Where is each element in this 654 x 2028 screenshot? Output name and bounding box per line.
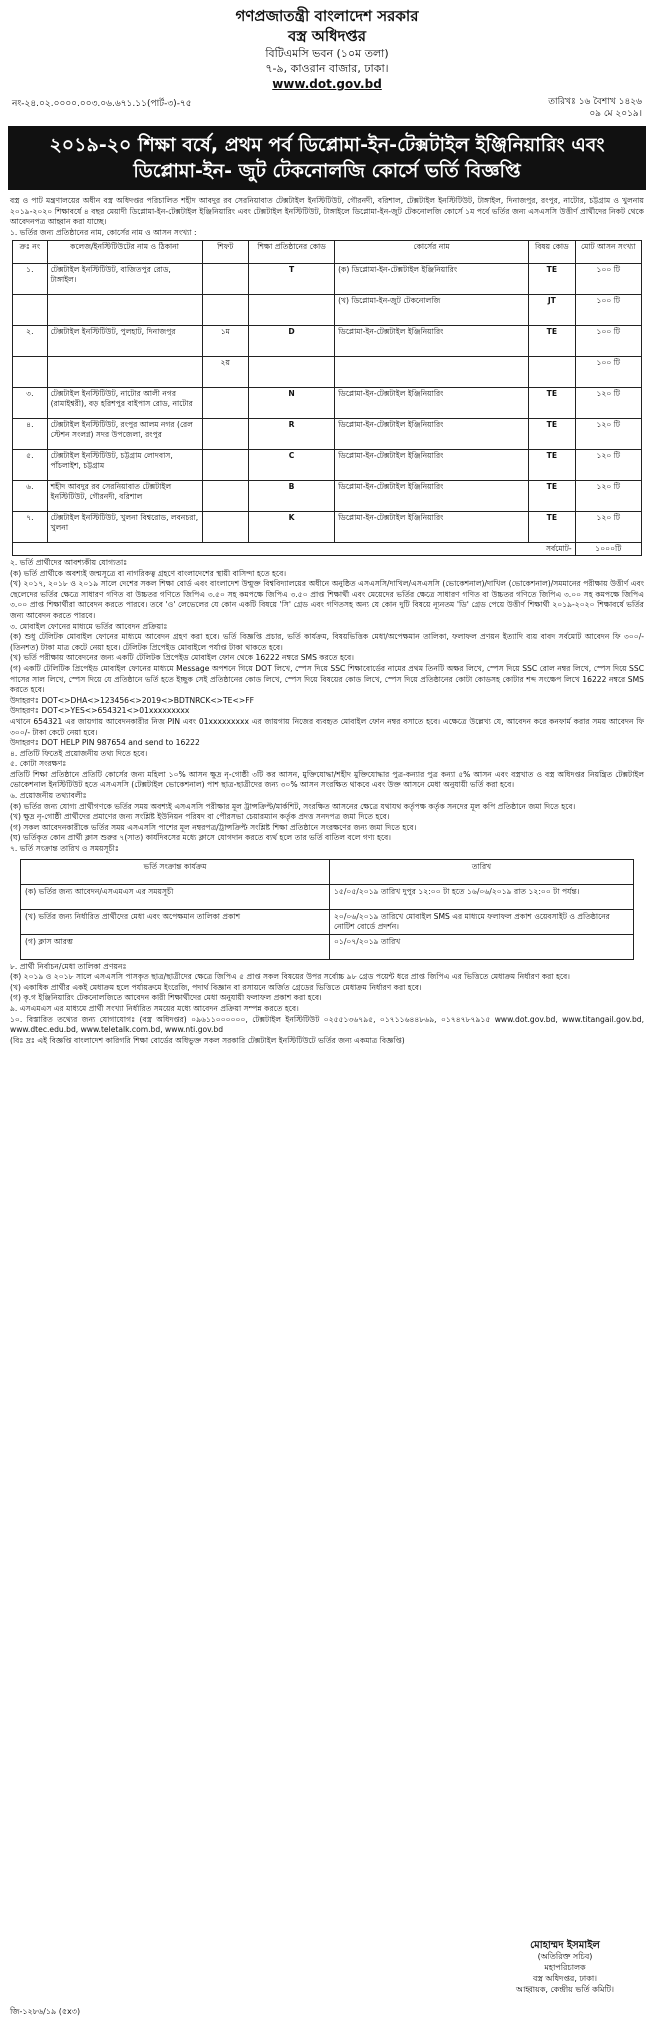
cell-inst: টেক্সটাইল ইনস্টিটিউট, চট্টগ্রাম লোদবাস, পাঁচলাইশ, চট্টগ্রাম	[47, 450, 202, 481]
table-row	[13, 326, 642, 357]
cell-inst: টেক্সটাইল ইনস্টিটিউট, পুলহাট, দিনাজপুর	[47, 326, 202, 357]
footer-code: জি-১২৮৬/১৯ (৫x৩)	[10, 2007, 81, 2016]
date-en: ০৯ মে ২০১৯।	[589, 109, 642, 119]
cell-code: C	[249, 450, 335, 481]
cell-sl: ৫.	[13, 450, 48, 481]
cell-sl	[13, 295, 48, 326]
schedule-row	[21, 884, 634, 909]
cell-seats: ১২০ টি	[575, 481, 641, 512]
cell-code: R	[249, 419, 335, 450]
cell-shift	[202, 295, 249, 326]
cell-inst	[47, 357, 202, 388]
body-paragraph: (খ) একাধিক প্রার্থীর একই মেধাক্রম হলে পর্যায়ক্রমে ইংরেজি, পদার্থ বিজ্ঞান বা রসায়নে অর্জিত গ্রেডের ভিত্তিতে মেধাক্রম নির্ধারণ করা হবে।	[10, 982, 422, 992]
schedule-date: ০১/০৭/২০১৯ তারিখ	[330, 934, 634, 959]
cell-sub: TE	[529, 264, 576, 295]
cell-course: ডিপ্লোমা-ইন-টেক্সটাইল ইঞ্জিনিয়ারিং	[335, 388, 529, 419]
cell-sl: ৩.	[13, 388, 48, 419]
cell-course: ডিপ্লোমা-ইন-টেক্সটাইল ইঞ্জিনিয়ারিং	[335, 512, 529, 543]
memo-number: নং-২৪.০২.০০০০.০০৩.০৬.৬৭১.১১(পার্ট-৩)-৭৫	[12, 99, 192, 109]
body-paragraph: (ক) শুধু টেলিটক মোবাইল ফোনের মাধ্যমে আবেদন গ্রহণ করা হবে। ভর্তি বিজ্ঞপ্তি প্রচার, ভর্তি কার্যক্রম, বিষয়ভিত্তিক মেধা/অপেক্ষমান তালিকা, ফলাফল প্রণয়ন ইত্যাদি ব্যয় বাবদ সর্বমোট আবেদন ফি ৩০০/- (তিনশত) টাকা মাত্র কেটে নেয়া হবে। টেলিটক প্রিপেইড মোবাইলে পর্যাপ্ত টাকা থাকতে হবে।	[10, 632, 644, 652]
date-label: তারিখঃ	[548, 97, 576, 107]
body-paragraph: (খ) ক্ষুদ্র নৃ-গোষ্ঠী প্রার্থীদের প্রমাণের জন্য সংশ্লিষ্ট ইউনিয়ন পরিষদ বা পৌরসভা চেয়ারম্যান কর্তৃক প্রদত্ত সনদপত্র জমা দিতে হবে।	[10, 812, 390, 822]
body-paragraph: (গ) কৃ.গ ইঞ্জিনিয়ারিং টেকনোলজিতে আবেদন কারী শিক্ষার্থীদের মেধা অনুযায়ী ফলাফল প্রকাশ করা হবে।	[10, 993, 322, 1003]
cell-sub: JT	[529, 295, 576, 326]
cell-seats: ১০০ টি	[575, 326, 641, 357]
schedule-header-row	[21, 859, 634, 884]
cell-sub: TE	[529, 326, 576, 357]
signatory-name: মোহাম্মদ ইসমাইল	[530, 1940, 600, 1951]
cell-sub: TE	[529, 388, 576, 419]
date-bn: ১৬ বৈশাখ ১৪২৬	[578, 97, 642, 107]
signatory-org: বস্ত্র অধিদপ্তর, ঢাকা।	[532, 1974, 598, 1983]
cell-seats: ১২০ টি	[575, 388, 641, 419]
cell-shift: ১ম	[202, 326, 249, 357]
body-paragraph: (গ) সকল আবেদনকারীকে ভর্তির সময় এসএসসি পাশের মূল নম্বরপত্র/ট্রান্সক্রিপ্ট সংশ্লিষ্ট শিক্ষা প্রতিষ্ঠানে সংরক্ষণের জন্য জমা দিতে হবে।	[10, 822, 417, 832]
body-paragraph: ৯. এসএমএস এর মাধ্যমে প্রার্থী সংখ্যা নির্ধারিত সময়ের মধ্যে আবেদন প্রক্রিয়া সম্পন্ন করতে হবে।	[10, 1004, 299, 1013]
th-sl: ক্রঃ নং	[13, 241, 48, 264]
cell-code	[249, 295, 335, 326]
cell-shift	[202, 264, 249, 295]
body-paragraph: ৬. প্রয়োজনীয় তথ্যাবলীঃ	[10, 791, 87, 801]
signatory-committee: আহ্বায়ক, কেন্দ্রীয় ভর্তি কমিটি।	[515, 1985, 614, 1994]
table-row	[13, 388, 642, 419]
cell-inst: টেক্সটাইল ইনস্টিটিউট, রংপুর আলম নগর (রেল স্টেশন সংলগ্ন) সদর উপজেলা, রংপুর	[47, 419, 202, 450]
body-paragraph: (বিঃ দ্রঃ এই বিজ্ঞপ্তি বাংলাদেশ কারিগরি শিক্ষা বোর্ডের অধিভুক্ত সকল সরকারি টেক্সটাইল ইনস্টিটিউটে ভর্তির জন্য একমাত্র বিজ্ঞপ্তি)	[10, 1035, 405, 1045]
schedule-item: (খ) ভর্তির জন্য নির্ধারিত প্রার্থীদের মেধা এবং অপেক্ষমান তালিকা প্রকাশ	[21, 909, 330, 934]
cell-sl: ২.	[13, 326, 48, 357]
cell-course	[335, 357, 529, 388]
cell-shift: ২য়	[202, 357, 249, 388]
letterhead	[0, 0, 654, 92]
table-row	[13, 264, 642, 295]
body-paragraph: ২. ভর্তি প্রার্থীদের আবশ্যকীয় যোগ্যতাঃ	[10, 558, 128, 567]
cell-inst: টেক্সটাইল ইনস্টিটিউট, খুলনা বিশ্বরোড, লবনচরা, খুলনা	[47, 512, 202, 543]
schedule-table	[20, 859, 634, 960]
cell-seats: ১২০ টি	[575, 450, 641, 481]
cell-shift	[202, 419, 249, 450]
th-subject-code: বিষয় কোড	[529, 241, 576, 264]
cell-sub: TE	[529, 512, 576, 543]
schedule-item: (গ) ক্লাস আরম্ভ	[21, 934, 330, 959]
body-paragraph: উদাহরণঃ DOT<>DHA<>123456<>2019<>BDTNRCK<>TE<>FF	[10, 695, 254, 705]
cell-seats: ১০০ টি	[575, 295, 641, 326]
institute-table	[12, 240, 642, 556]
cell-shift	[202, 512, 249, 543]
cell-sub	[529, 357, 576, 388]
body-paragraph: (খ) ভর্তি পরীক্ষায় আবেদনের জন্য একটি টেলিটক প্রিপেইড মোবাইল ফোন থেকে 16222 নম্বরে SMS করতে হবে।	[10, 653, 354, 663]
th-institute: কলেজ/ইনস্টিটিউটের নাম ও ঠিকানা	[47, 241, 202, 264]
th-course: কোর্সের নাম	[335, 241, 529, 264]
signature-block	[516, 1940, 614, 1995]
table-row	[13, 357, 642, 388]
cell-inst: টেক্সটাইল ইনস্টিটিউট, বাজিতপুর রোড, টাঙ্গাইল।	[47, 264, 202, 295]
schedule-item: (ক) ভর্তির জন্য আবেদন/এসএমএস এর সময়সূচী	[21, 884, 330, 909]
th-activity: ভর্তি সংক্রান্ত কার্যক্রম	[21, 859, 330, 884]
cell-code: N	[249, 388, 335, 419]
cell-sl: ১.	[13, 264, 48, 295]
cell-course: ডিপ্লোমা-ইন-টেক্সটাইল ইঞ্জিনিয়ারিং	[335, 450, 529, 481]
website-link[interactable]: www.dot.gov.bd	[272, 77, 382, 91]
cell-seats: ১০০ টি	[575, 264, 641, 295]
table-row	[13, 450, 642, 481]
th-shift: শিফট	[202, 241, 249, 264]
body-paragraph: এখানে 654321 এর জায়গায় আবেদনকারীর নিজ PIN এবং 01xxxxxxxxx এর জায়গায় নিজের ব্যবহৃত মোবাইল ফোন নম্বর বসাতে হবে। এক্ষেত্রে উল্লেখ্য যে, আবেদন করে কনফার্ম করার সময় আবেদন ফি ৩০০/- টাকা কেটে নেয়া হবে।	[10, 716, 644, 737]
schedule-date: ১৫/০৫/২০১৯ তারিখ দুপুর ১২:০০ টা হতে ১৬/০৬/২০১৯ রাত ১২:০০ টা পর্যন্ত।	[330, 884, 634, 909]
cell-sl	[13, 357, 48, 388]
cell-sub: TE	[529, 481, 576, 512]
table-row	[13, 481, 642, 512]
th-seats: মোট আসন সংখ্যা	[575, 241, 641, 264]
body-section-1	[0, 556, 654, 855]
cell-inst	[47, 295, 202, 326]
cell-course: ডিপ্লোমা-ইন-টেক্সটাইল ইঞ্জিনিয়ারিং	[335, 326, 529, 357]
cell-sl: ৭.	[13, 512, 48, 543]
total-row	[13, 543, 642, 556]
cell-course: (ক) ডিপ্লোমা-ইন-টেক্সটাইল ইঞ্জিনিয়ারিং	[335, 264, 529, 295]
body-section-2	[0, 960, 654, 1047]
body-paragraph: (ক) ভর্তির জন্য যোগ্য প্রার্থীগণকে ভর্তির সময় অবশ্যই এসএসসি পরীক্ষার মূল ট্রান্সক্রিপ্ট/মার্কশিট, সংরক্ষিত আসনের ক্ষেত্রে যথাযথ কর্তৃপক্ষ কর্তৃক সনদের মূল কপি প্রতিষ্ঠানে জমা দিতে হবে।	[10, 801, 576, 811]
section-1-title: ১. ভর্তির জন্য প্রতিষ্ঠানের নাম, কোর্সের নাম ও আসন সংখ্যা :	[10, 227, 197, 237]
body-paragraph: (ক) ২০১৯ ও ২০১৮ সালে এসএসসি পাসকৃত ছাত্র/ছাত্রীদের ক্ষেত্রে জিপিএ ৫ প্রাপ্ত সকল বিষয়ের উপর সর্বোচ্চ ৯৮ গ্রেড পয়েন্ট ধরে প্রাপ্ত জিপিএ এর ভিত্তিতে মেধাক্রম নির্ধারণ করা হবে।	[10, 972, 570, 982]
table-row	[13, 512, 642, 543]
cell-code	[249, 357, 335, 388]
table-row	[13, 419, 642, 450]
cell-sl: ৬.	[13, 481, 48, 512]
th-code: শিক্ষা প্রতিষ্ঠানের কোড	[249, 241, 335, 264]
cell-code: T	[249, 264, 335, 295]
signatory-title: (অতিরিক্ত সচিব)	[537, 1952, 593, 1961]
cell-course: ডিপ্লোমা-ইন-টেক্সটাইল ইঞ্জিনিয়ারিং	[335, 419, 529, 450]
cell-code: K	[249, 512, 335, 543]
cell-course: ডিপ্লোমা-ইন-টেক্সটাইল ইঞ্জিনিয়ারিং	[335, 481, 529, 512]
cell-sub: TE	[529, 419, 576, 450]
body-paragraph: ৫. কোটা সংরক্ষণঃ	[10, 759, 67, 769]
body-paragraph: ১০. বিস্তারিত তথ্যের জন্য যোগাযোগঃ (বস্ত্র অধিদপ্তর) ০৯৬১১০০০০০০, টেক্সটাইল ইনস্টিটিউট ০২৫৫১৩৬৭৯৫, ০১৭১১৬৪৪৮৬৯, ০১৭৪৭৮৭৯১৫ www.dot.gov.bd, www.titangail.gov.bd, www.dtec.edu.bd, www.teletalk.com.bd, www.nti.gov.bd	[10, 1014, 644, 1035]
body-paragraph: (খ) ২০১৭, ২০১৮ ও ২০১৯ সালে দেশের সকল শিক্ষা বোর্ড এবং বাংলাদেশ উন্মুক্ত বিশ্ববিদ্যালয়ের অধীনে অনুষ্ঠিত এসএসসি/দাখিল/এসএসসি (ভোকেশনাল)/দাখিল (ভোকেশনাল)/সমমানের পরীক্ষায় উত্তীর্ণ এবং ছেলেদের ভর্তির ক্ষেত্রে সাধারণ গণিত বা উচ্চতর গণিতে জিপিএ ৩.৫০ সহ কমপক্ষে জিপিএ ৩.৫০ প্রাপ্ত শিক্ষার্থী এবং মেয়েদের ভর্তির ক্ষেত্রে সাধারণ গণিত বা উচ্চতর গণিতে জিপিএ ৩.০০ সহ কমপক্ষে জিপিএ ৩.০০ প্রাপ্ত শিক্ষার্থীরা আবেদন করতে পারবে। তবে 'ও' লেভেলের যে কোন একটি বিষয়ে 'সি' গ্রেড এবং গণিতসহ অন্য যে কোন দুটি বিষয়ে ন্যূনতম 'ডি' গ্রেড পেয়ে উত্তীর্ণ শিক্ষার্থী ২০১৯-২০২০ শিক্ষাবর্ষে ভর্তির জন্য আবেদন করতে পারবে।	[10, 579, 644, 620]
body-paragraph: ৭. ভর্তি সংক্রান্ত তারিখ ও সময়সূচীঃ	[10, 844, 119, 854]
cell-sl: ৪.	[13, 419, 48, 450]
body-paragraph: উদাহরণঃ DOT<>YES<>654321<>01xxxxxxxxx	[10, 706, 190, 716]
body-paragraph: উদাহরণঃ DOT HELP PIN 987654 and send to 16222	[10, 738, 200, 748]
schedule-date: ২০/০৬/২০১৯ তারিখে মোবাইল SMS এর মাধ্যমে ফলাফল প্রকাশ ওয়েবসাইট ও প্রতিষ্ঠানের নোটিশ বোর্ডে প্রদর্শন।	[330, 909, 634, 934]
cell-shift	[202, 450, 249, 481]
cell-seats: ১০০ টি	[575, 357, 641, 388]
cell-seats: ১২০ টি	[575, 419, 641, 450]
table-header-row	[13, 241, 642, 264]
body-paragraph: (গ) একটি টেলিটিক প্রিপেইড মোবাইল ফোনের মাধ্যমে Message অপশনে গিয়ে DOT লিখে, স্পেস দিয়ে SSC শিক্ষাবোর্ডের নামের প্রথম তিনটি অক্ষর লিখে, স্পেস দিয়ে SSC রোল নম্বর লিখে, স্পেস দিয়ে SSC পাসের সাল লিখে, স্পেস দিয়ে যে প্রতিষ্ঠানে ভর্তি হতে ইচ্ছুক সেই প্রতিষ্ঠানের কোড লিখে, স্পেস দিয়ে বিষয়ের কোড লিখে, স্পেস দিয়ে প্রতিষ্ঠানের কোটা কোডসহ কোটার শব্দ সংক্ষেপ লিখে 16222 নম্বরে SMS করতে হবে।	[10, 663, 644, 695]
dept-name: বস্ত্র অধিদপ্তর	[287, 27, 367, 45]
table-row	[13, 295, 642, 326]
signatory-role: মহাপরিচালক	[544, 1963, 586, 1972]
cell-seats: ১২০ টি	[575, 512, 641, 543]
body-paragraph: প্রতিটি শিক্ষা প্রতিষ্ঠানে প্রতিটি কোর্সের জন্য মহিলা ১০% আসন ক্ষুদ্র নৃ-গোষ্ঠী ৩টি কর আসন, মুক্তিযোদ্ধা/শহীদ মুক্তিযোদ্ধার পুত্র-কন্যার পুত্র কন্যা ৫% আসন এবং বস্ত্রখাত ও বস্ত্র অধিদপ্তর নিয়ন্ত্রিত টেক্সটাইল ভোকেশনাল ইনস্টিটিউট হতে এসএসসি (টেক্সটাইল ভোকেশনাল) পাশ ছাত্র-ছাত্রীদের জন্য ৩০% আসন সংরক্ষিত থাকবে এবং উক্ত আসনে মেধা অনুযায়ী ভর্তি করা হবে।	[10, 769, 644, 790]
cell-shift	[202, 481, 249, 512]
body-paragraph: (ঘ) ভর্তিকৃত কোন প্রার্থী ক্লাস শুরুর ৭(সাত) কার্যদিবসের মধ্যে ক্লাসে যোগদান করতে ব্যর্থ হলে তার ভর্তি বাতিল বলে গণ্য হবে।	[10, 833, 391, 843]
total-seats: ১০০০টি	[575, 543, 641, 556]
gov-name: গণপ্রজাতন্ত্রী বাংলাদেশ সরকার	[235, 7, 419, 25]
building: বিটিএমসি ভবন (১০ম তলা)	[265, 47, 389, 60]
memo-date	[548, 96, 642, 120]
cell-sub: TE	[529, 450, 576, 481]
cell-shift	[202, 388, 249, 419]
notice-banner: ২০১৯-২০ শিক্ষা বর্ষে, প্রথম পর্ব ডিপ্লোমা-ইন-টেক্সটাইল ইঞ্জিনিয়ারিং এবং ডিপ্লোমা-ইন- জুট টেকনোলজি কোর্সে ভর্তি বিজ্ঞপ্তি	[8, 126, 646, 190]
th-date: তারিখ	[330, 859, 634, 884]
address: ৭-৯, কাওরান বাজার, ঢাকা।	[265, 62, 389, 75]
body-paragraph: ৩. মোবাইল ফোনের মাধ্যমে ভর্তির আবেদন প্রক্রিয়াঃ	[10, 621, 168, 631]
cell-course: (খ) ডিপ্লোমা-ইন-জুট টেকনোলজি	[335, 295, 529, 326]
total-label: সর্বমোট-	[13, 543, 576, 556]
cell-inst: শহীদ আবদুর রব সেরনিয়াবাত টেক্সটাইল ইনস্টিটিউট, গৌরনদী, বরিশাল	[47, 481, 202, 512]
body-paragraph: ৪. প্রতিটি ফিতেই প্রয়োজনীয় তথ্য দিতে হবে।	[10, 748, 148, 758]
cell-code: B	[249, 481, 335, 512]
body-paragraph: ৮. প্রার্থী নির্বাচন/মেধা তালিকা প্রণয়নঃ	[10, 961, 127, 971]
schedule-row	[21, 934, 634, 959]
cell-code: D	[249, 326, 335, 357]
schedule-row	[21, 909, 634, 934]
intro-paragraph: বস্ত্র ও পাট মন্ত্রণালয়ের অধীন বস্ত্র অধিদপ্তর পরিচালিত শহীদ আবদুর রব সেরনিয়াবাত টেক্সটাইল ইনস্টিটিউট, গৌরনদী, বরিশাল, টেক্সটাইল ইনস্টিটিউট, টাঙ্গাইল, দিনাজপুর, রংপুর, নাটোর, চট্টগ্রাম ও খুলনায় ২০১৯-২০২০ শিক্ষাবর্ষে ৪ বছর মেয়াদী ডিপ্লোমা-ইন-টেক্সটাইল ইঞ্জিনিয়ারিং এবং টেক্সটাইল ইনস্টিটিউট, টাঙ্গাইলে ডিপ্লোমা-ইন-জুট টেকনোলজি কোর্সে ১ম পর্বে ভর্তির জন্য এসএসসি উত্তীর্ণ প্রার্থীদের নিকট থেকে আবেদনপত্র আহ্বান করা যাচ্ছে।	[10, 196, 644, 226]
cell-inst: টেক্সটাইল ইনস্টিটিউট, নাটোর আলী নগর (রামাইশ্বরী), বড় হরিশপুর বাইপাস রোড, নাটোর	[47, 388, 202, 419]
body-paragraph: (ক) ভর্তি প্রার্থীকে অবশ্যই জন্মসূত্রে বা নাগরিকত্ব গ্রহণে বাংলাদেশের স্থায়ী বাসিন্দা হতে হবে।	[10, 568, 287, 578]
memo-line	[0, 92, 654, 120]
